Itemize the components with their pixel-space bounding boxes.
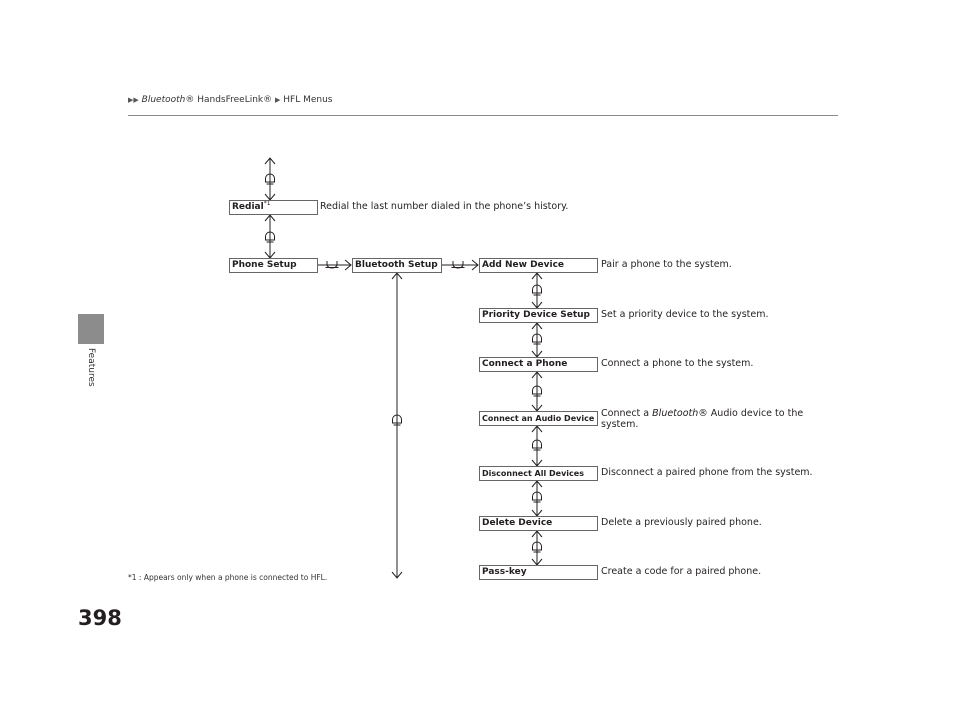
menu-item-disconnect-all-devices[interactable]: Disconnect All Devices [479, 466, 598, 481]
rotate-arrow-top [265, 158, 275, 200]
desc-text: ® Audio device to the system. [601, 408, 804, 430]
press-arrow-bluetooth-add [440, 260, 478, 270]
pass-key-description: Create a code for a paired phone. [601, 566, 762, 577]
delete-device-description: Delete a previously paired phone. [601, 517, 762, 528]
priority-device-setup-description: Set a priority device to the system. [601, 309, 769, 320]
menu-item-add-new-device[interactable]: Add New Device [479, 258, 598, 273]
breadcrumb-item-handsfreelink[interactable]: HandsFreeLink® [194, 95, 273, 105]
disconnect-all-devices-description: Disconnect a paired phone from the system. [601, 467, 813, 478]
page-number: 398 [78, 606, 122, 630]
menu-item-connect-an-audio-device[interactable]: Connect an Audio Device [479, 411, 598, 426]
menu-item-bluetooth-setup[interactable]: Bluetooth Setup [352, 258, 442, 273]
desc-text-italic: Bluetooth [652, 408, 699, 419]
redial-description: Redial the last number dialed in the phone’s history. [320, 201, 569, 212]
desc-text: Connect a [601, 408, 653, 419]
connect-a-phone-description: Connect a phone to the system. [601, 358, 754, 369]
rotate-arrow-redial-phone [265, 215, 275, 258]
menu-item-delete-device[interactable]: Delete Device [479, 516, 598, 531]
menu-item-redial[interactable] [229, 200, 318, 215]
triangle-right-icon: ▶▶ [128, 96, 139, 104]
press-arrow-phone-bluetooth [316, 260, 351, 270]
menu-item-pass-key[interactable]: Pass-key [479, 565, 598, 580]
menu-item-priority-device-setup[interactable]: Priority Device Setup [479, 308, 598, 323]
menu-item-phone-setup[interactable]: Phone Setup [229, 258, 318, 273]
triangle-right-icon: ▶ [275, 96, 281, 104]
connect-an-audio-device-description [601, 408, 831, 430]
footnote: *1 : Appears only when a phone is connected to HFL. [128, 573, 328, 582]
breadcrumb-item-bluetooth[interactable]: Bluetooth [141, 95, 186, 105]
breadcrumb-item-hfl-menus[interactable]: HFL Menus [283, 95, 333, 105]
section-tab-label: Features [86, 348, 96, 387]
registered-mark: ® [185, 95, 195, 105]
add-new-device-description: Pair a phone to the system. [601, 259, 732, 270]
menu-item-redial-label: Redial [232, 202, 264, 212]
menu-item-connect-a-phone[interactable]: Connect a Phone [479, 357, 598, 372]
footnote-mark: *1 [263, 200, 271, 207]
